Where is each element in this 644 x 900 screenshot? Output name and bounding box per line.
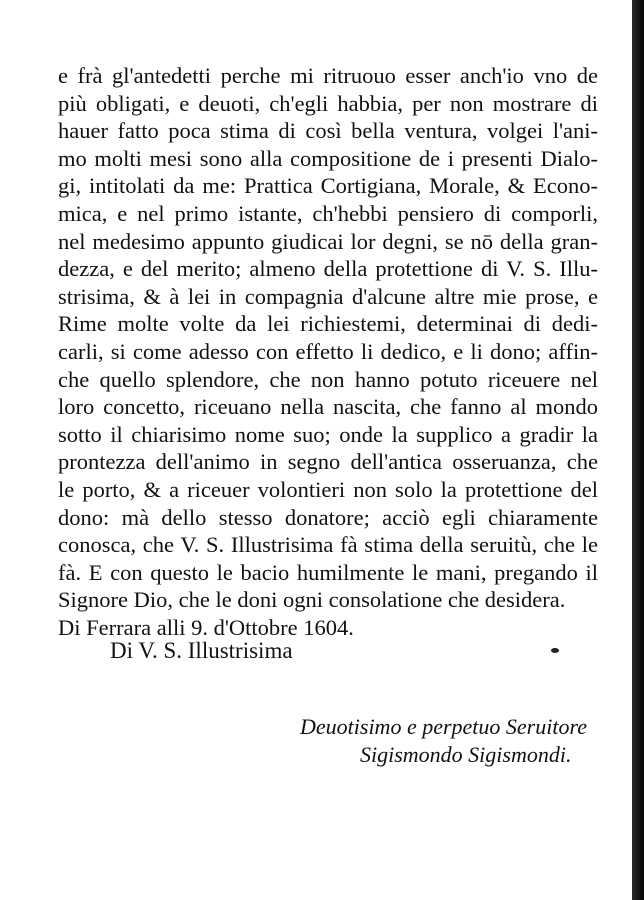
text-line: strisima, & à lei in compagnia d'alcune altre mie prose, e [58, 283, 598, 309]
text-line: sotto il chiarisimo nome suo; onde la supplico a gradir la [58, 421, 598, 447]
scan-edge [632, 0, 644, 900]
closing-line: Deuotisimo e perpetuo Seruitore [300, 714, 587, 739]
date-line: Di Ferrara alli 9. d'Ottobre 1604. [58, 614, 354, 640]
text-line: le porto, & a riceuer volontieri non solo la protettione del [58, 476, 598, 502]
letter-body [58, 62, 598, 641]
salutation: Di V. S. Illustrisima [110, 638, 293, 663]
text-line: mica, e nel primo istante, ch'hebbi pensiero di comporli, [58, 200, 598, 226]
text-line: più obligati, e deuoti, ch'egli habbia, per non mostrare di [58, 90, 598, 116]
text-line: mo molti mesi sono alla compositione de i presenti Dialo- [58, 145, 598, 171]
text-line: Signore Dio, che le doni ogni consolatione che desidera. [58, 587, 566, 613]
signature: Sigismondo Sigismondi. [360, 742, 572, 767]
text-line: che quello splendore, che non hanno potuto riceuere nel [58, 366, 598, 392]
text-line: prontezza dell'animo in segno dell'antica osseruanza, che [58, 449, 598, 475]
text-line: e frà gl'antedetti perche mi ritruouo esser anch'io vno de [58, 63, 598, 88]
text-line: hauer fatto poca stima di così bella ventura, volgei l'ani- [58, 118, 598, 144]
ink-mark [551, 648, 559, 653]
text-line: dono: mà dello stesso donatore; acciò egli chiaramente [58, 504, 598, 530]
text-line: dezza, e del merito; almeno della protettione di V. S. Illu- [58, 256, 598, 282]
text-line: loro concetto, riceuano nella nascita, che fanno al mondo [58, 394, 598, 420]
text-line: nel medesimo appunto giudicai lor degni, se nō della gran- [58, 228, 598, 254]
text-line: Rime molte volte da lei richiestemi, determinai di dedi- [58, 311, 598, 337]
text-line: gi, intitolati da me: Prattica Cortigiana, Morale, & Econo- [58, 173, 598, 199]
text-line: conosca, che V. S. Illustrisima fà stima della seruitù, che le [58, 532, 598, 558]
text-line: carli, si come adesso con effetto li dedico, e li dono; affin- [58, 338, 598, 364]
text-line: fà. E con questo le bacio humilmente le mani, pregando il [58, 559, 598, 585]
